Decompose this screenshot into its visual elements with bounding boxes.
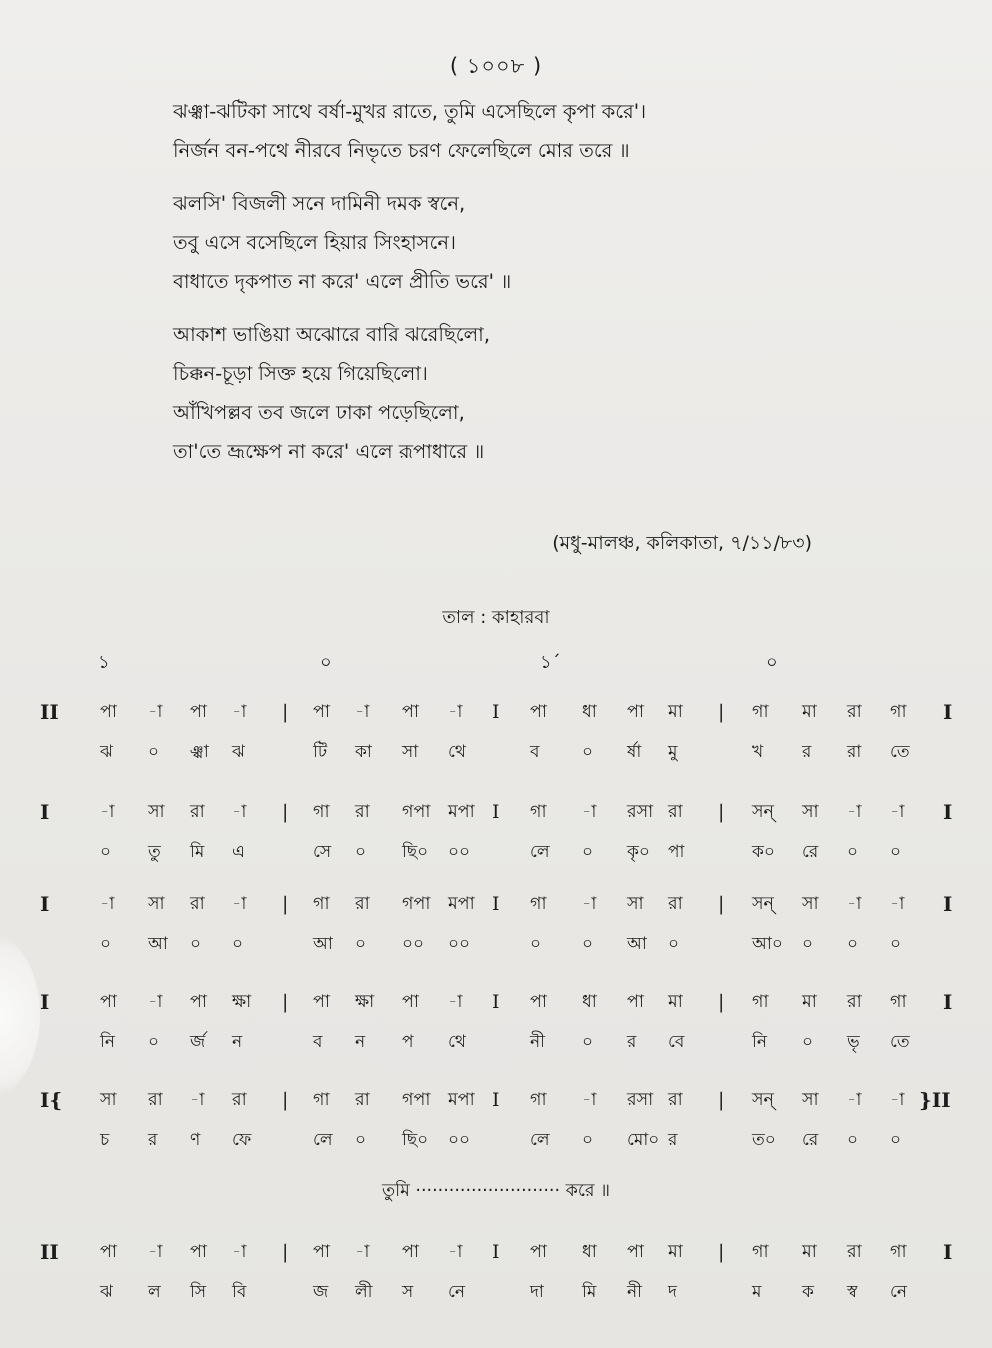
lyric-syllable: রে (802, 1130, 819, 1150)
swara-note: রা (847, 702, 862, 722)
lyric-syllable: ০ (148, 742, 160, 762)
lyric-syllable: টি (313, 742, 328, 762)
lyric-syllable: ভৃ (847, 1032, 860, 1052)
swara-note: পা (190, 992, 207, 1012)
page-number: ( ১০০৮ ) (449, 54, 543, 78)
lyric-syllable: নে (448, 1282, 466, 1302)
poem-line: ঝলসি' বিজলী সনে দামিনী দমক স্বনে, (173, 192, 466, 215)
lyric-syllable: খ (752, 742, 764, 762)
lyric-syllable: ব (313, 1032, 323, 1052)
swara-note: -া (847, 894, 862, 914)
swara-note: গা (313, 1090, 330, 1110)
swara-note: পা (190, 1242, 207, 1262)
bar-line: I (492, 701, 500, 723)
swara-note: রা (190, 894, 205, 914)
bar-line: I (492, 1241, 500, 1263)
poem-line: বাধাতে দৃকপাত না করে' এলে প্রীতি ভরে' ॥ (173, 270, 512, 293)
swara-note: সন্ (752, 894, 775, 914)
swara-note: মপা (448, 1090, 475, 1110)
lyric-syllable: আ (313, 934, 333, 954)
lyric-syllable: ০ (582, 1130, 594, 1150)
lyric-syllable: ০ (582, 742, 594, 762)
swara-note: -া (148, 992, 163, 1012)
row-end-mark: I (943, 990, 953, 1014)
lyric-syllable: ০ (148, 1032, 160, 1052)
swara-note: গা (530, 802, 547, 822)
swara-note: রসা (627, 802, 654, 822)
swara-note: সা (802, 1090, 819, 1110)
lyric-syllable: ০ (802, 1032, 814, 1052)
beat-marker: ১ (98, 652, 110, 673)
poem-line: আঁখিপল্লব তব জলে ঢাকা পড়েছিলো, (173, 401, 465, 424)
lyric-syllable: র (668, 1130, 678, 1150)
row-start-mark: II (40, 1240, 59, 1264)
lyric-syllable: র (148, 1130, 158, 1150)
swara-note: পা (402, 702, 419, 722)
swara-note: পা (402, 992, 419, 1012)
lyric-syllable: লে (530, 1130, 550, 1150)
swara-note: গা (890, 1242, 907, 1262)
lyric-syllable: তু (148, 842, 161, 862)
lyric-syllable: ল (148, 1282, 161, 1302)
swara-note: গা (752, 702, 769, 722)
swara-note: -া (232, 802, 247, 822)
swara-note: -া (890, 1090, 905, 1110)
lyric-syllable: ০ (100, 842, 112, 862)
lyric-syllable: ০ (847, 842, 859, 862)
lyric-syllable: ঝ (232, 742, 245, 762)
lyric-syllable: বি (232, 1282, 247, 1302)
bar-line: | (282, 801, 289, 823)
swara-note: -া (232, 1242, 247, 1262)
lyric-syllable: মো০ (627, 1130, 660, 1150)
lyric-syllable: ০ (190, 934, 202, 954)
lyric-syllable: ফে (232, 1130, 252, 1150)
swara-note: রা (148, 1090, 163, 1110)
row-start-mark: I (40, 800, 50, 824)
lyric-syllable: ক০ (752, 842, 775, 862)
swara-note: গা (313, 802, 330, 822)
swara-note: সা (148, 894, 165, 914)
swara-note: -া (448, 992, 463, 1012)
poem-line: নির্জন বন-পথে নীরবে নিভৃতে চরণ ফেলেছিলে মোর তরে ॥ (173, 139, 630, 162)
poem-line: চিক্কন-চূড়া সিক্ত হয়ে গিয়েছিলো। (173, 362, 428, 385)
bar-line: I (492, 893, 500, 915)
lyric-syllable: ০ (847, 1130, 859, 1150)
swara-note: -া (148, 1242, 163, 1262)
swara-note: মপা (448, 894, 475, 914)
lyric-syllable: ন (355, 1032, 366, 1052)
lyric-syllable: ০ (890, 842, 902, 862)
swara-note: -া (100, 894, 115, 914)
lyric-syllable: কৃ০ (627, 842, 650, 862)
lyric-syllable: লে (530, 842, 550, 862)
lyric-syllable: থে (448, 742, 466, 762)
swara-note: সন্ (752, 1090, 775, 1110)
swara-note: পা (313, 702, 330, 722)
lyric-syllable: স (402, 1282, 414, 1302)
lyric-syllable: দা (530, 1282, 544, 1302)
lyric-syllable: ০ (232, 934, 244, 954)
lyric-syllable: তে (890, 742, 910, 762)
poem-line: তা'তে ভ্রূক্ষেপ না করে' এলে রূপাধারে ॥ (173, 440, 485, 463)
lyric-syllable: সা (402, 742, 419, 762)
swara-note: পা (402, 1242, 419, 1262)
lyric-syllable: ত০ (752, 1130, 776, 1150)
lyric-syllable: ০ (355, 934, 367, 954)
lyric-syllable: নি (752, 1032, 768, 1052)
row-end-mark: I (943, 892, 953, 916)
swara-note: রসা (627, 1090, 654, 1110)
swara-note: -া (582, 1090, 597, 1110)
lyric-syllable: সি (190, 1282, 207, 1302)
swara-note: পা (100, 992, 117, 1012)
swara-note: -া (847, 1090, 862, 1110)
row-end-mark: I (943, 1240, 953, 1264)
lyric-syllable: লী (355, 1282, 373, 1302)
swara-note: রা (847, 992, 862, 1012)
swara-note: মপা (448, 802, 475, 822)
beat-marker: ১´ (540, 652, 561, 673)
swara-note: ক্ষা (232, 992, 252, 1012)
lyric-syllable: ০০ (448, 1130, 471, 1150)
lyric-syllable: ঝ (100, 742, 113, 762)
row-start-mark: I (40, 892, 50, 916)
lyric-syllable: ০ (890, 934, 902, 954)
lyric-syllable: মু (668, 742, 678, 762)
swara-note: -া (148, 702, 163, 722)
lyric-syllable: র (802, 742, 812, 762)
lyric-syllable: ০ (802, 934, 814, 954)
swara-note: সা (627, 894, 644, 914)
lyric-syllable: স্ব (847, 1282, 858, 1302)
swara-note: পা (627, 992, 644, 1012)
swara-note: গা (890, 992, 907, 1012)
row-start-mark: I{ (40, 1088, 63, 1112)
beat-marker: ০ (766, 652, 778, 673)
swara-note: রা (355, 1090, 370, 1110)
swara-note: -া (355, 702, 370, 722)
swara-note: ধা (582, 702, 597, 722)
swara-note: গপা (402, 1090, 431, 1110)
lyric-syllable: ০ (530, 934, 542, 954)
swara-note: গা (313, 894, 330, 914)
lyric-syllable: আ০ (752, 934, 783, 954)
lyric-syllable: ০ (582, 842, 594, 862)
lyric-syllable: র (627, 1032, 637, 1052)
poem-line: আকাশ ভাঙিয়া অঝোরে বারি ঝরেছিলো, (173, 323, 491, 346)
swara-note: গা (530, 894, 547, 914)
bar-line: I (492, 991, 500, 1013)
lyric-syllable: তে (890, 1032, 910, 1052)
bar-line: | (718, 1241, 725, 1263)
poem-line: তবু এসে বসেছিলে হিয়ার সিংহাসনে। (173, 231, 456, 254)
swara-note: রা (847, 1242, 862, 1262)
lyric-syllable: র্জ (190, 1032, 206, 1052)
swara-note: সা (100, 1090, 117, 1110)
swara-note: ধা (582, 992, 597, 1012)
swara-note: গপা (402, 894, 431, 914)
lyric-syllable: লে (313, 1130, 333, 1150)
swara-note: মা (802, 992, 817, 1012)
swara-note: -া (232, 894, 247, 914)
bar-line: | (718, 701, 725, 723)
lyric-syllable: ০০ (448, 934, 471, 954)
swara-note: সা (148, 802, 165, 822)
bar-line: I (492, 801, 500, 823)
lyric-syllable: ঞ্ঝা (190, 742, 209, 762)
swara-note: ক্ষা (355, 992, 375, 1012)
lyric-syllable: নে (890, 1282, 908, 1302)
lyric-syllable: ০০ (402, 934, 425, 954)
swara-note: মা (668, 992, 683, 1012)
lyric-syllable: পা (668, 842, 685, 862)
lyric-syllable: র্ষা (627, 742, 642, 762)
row-end-mark: I (943, 700, 953, 724)
swara-note: রা (668, 1090, 683, 1110)
repeat-instruction: তুমি ·························· করে ॥ (382, 1181, 610, 1201)
swara-note: গা (752, 1242, 769, 1262)
swara-note: রা (355, 802, 370, 822)
swara-note: পা (190, 702, 207, 722)
lyric-syllable: ০ (668, 934, 680, 954)
bar-line: I (492, 1089, 500, 1111)
swara-note: রা (190, 802, 205, 822)
row-end-mark: }II (919, 1088, 951, 1112)
poem-source: (মধু-মালঞ্চ, কলিকাতা, ৭/১১/৮৩) (552, 532, 812, 554)
row-end-mark: I (943, 800, 953, 824)
lyric-syllable: মি (190, 842, 205, 862)
lyric-syllable: থে (448, 1032, 466, 1052)
swara-note: -া (582, 894, 597, 914)
swara-note: পা (313, 992, 330, 1012)
swara-note: পা (313, 1242, 330, 1262)
lyric-syllable: রে (802, 842, 819, 862)
lyric-syllable: চ (100, 1130, 110, 1150)
lyric-syllable: ০ (355, 1130, 367, 1150)
swara-note: -া (190, 1090, 205, 1110)
swara-note: রা (668, 894, 683, 914)
lyric-syllable: কা (355, 742, 372, 762)
swara-note: গা (530, 1090, 547, 1110)
beat-marker: ০ (320, 652, 332, 673)
bar-line: | (282, 893, 289, 915)
lyric-syllable: নি (100, 1032, 116, 1052)
bar-line: | (282, 1089, 289, 1111)
bar-line: | (718, 991, 725, 1013)
swara-note: -া (448, 702, 463, 722)
bar-line: | (282, 991, 289, 1013)
swara-note: মা (668, 702, 683, 722)
swara-note: -া (232, 702, 247, 722)
lyric-syllable: মি (582, 1282, 597, 1302)
swara-note: -া (847, 802, 862, 822)
lyric-syllable: আ (627, 934, 647, 954)
swara-note: গপা (402, 802, 431, 822)
lyric-syllable: ০ (100, 934, 112, 954)
swara-note: পা (100, 702, 117, 722)
lyric-syllable: দ (668, 1282, 677, 1302)
bar-line: | (282, 701, 289, 723)
tal-heading: তাল : কাহারবা (442, 607, 550, 628)
lyric-syllable: ন (232, 1032, 243, 1052)
swara-note: পা (100, 1242, 117, 1262)
swara-note: পা (530, 992, 547, 1012)
swara-note: রা (668, 802, 683, 822)
swara-note: -া (355, 1242, 370, 1262)
swara-note: সন্ (752, 802, 775, 822)
lyric-syllable: ০ (582, 1032, 594, 1052)
row-start-mark: I (40, 990, 50, 1014)
swara-note: -া (448, 1242, 463, 1262)
lyric-syllable: ০০ (448, 842, 471, 862)
lyric-syllable: বে (668, 1032, 685, 1052)
bar-line: | (282, 1241, 289, 1263)
lyric-syllable: ছি০ (402, 1130, 429, 1150)
swara-note: পা (530, 1242, 547, 1262)
swara-note: পা (627, 1242, 644, 1262)
lyric-syllable: ণ (190, 1130, 201, 1150)
swara-note: মা (802, 702, 817, 722)
swara-note: পা (530, 702, 547, 722)
swara-note: মা (802, 1242, 817, 1262)
lyric-syllable: এ (232, 842, 245, 862)
swara-note: পা (627, 702, 644, 722)
lyric-syllable: প (402, 1032, 414, 1052)
lyric-syllable: সে (313, 842, 332, 862)
swara-note: সা (802, 894, 819, 914)
bar-line: | (718, 801, 725, 823)
lyric-syllable: নী (627, 1282, 643, 1302)
swara-note: -া (582, 802, 597, 822)
row-start-mark: II (40, 700, 59, 724)
lyric-syllable: জ (313, 1282, 329, 1302)
lyric-syllable: ক (802, 1282, 814, 1302)
lyric-syllable: ০ (890, 1130, 902, 1150)
lyric-syllable: ঝ (100, 1282, 113, 1302)
swara-note: -া (890, 802, 905, 822)
swara-note: গা (890, 702, 907, 722)
swara-note: রা (355, 894, 370, 914)
lyric-syllable: ছি০ (402, 842, 429, 862)
swara-note: ধা (582, 1242, 597, 1262)
lyric-syllable: নী (530, 1032, 546, 1052)
lyric-syllable: ব (530, 742, 540, 762)
bar-line: | (718, 1089, 725, 1111)
swara-note: -া (890, 894, 905, 914)
bar-line: | (718, 893, 725, 915)
swara-note: সা (802, 802, 819, 822)
swara-note: মা (668, 1242, 683, 1262)
lyric-syllable: আ (148, 934, 168, 954)
swara-note: গা (752, 992, 769, 1012)
lyric-syllable: ম (752, 1282, 762, 1302)
lyric-syllable: ০ (847, 934, 859, 954)
lyric-syllable: রা (847, 742, 862, 762)
swara-note: -া (100, 802, 115, 822)
lyric-syllable: ০ (582, 934, 594, 954)
poem-line: ঝঞ্ঝা-ঝটিকা সাথে বর্ষা-মুখর রাতে, তুমি এসেছিলে কৃপা করে'। (173, 100, 647, 123)
lyric-syllable: ০ (355, 842, 367, 862)
swara-note: রা (232, 1090, 247, 1110)
